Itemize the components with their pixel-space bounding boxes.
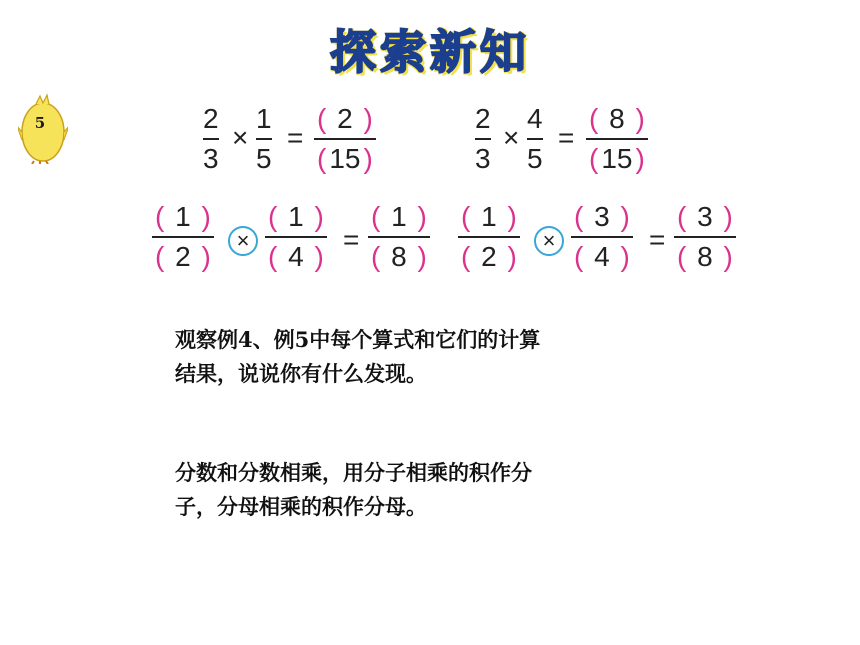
equals-sign: = — [558, 122, 575, 153]
fraction-bar — [368, 236, 430, 238]
multiply-circle-icon: × — [228, 226, 258, 256]
conclusion-line-2: 子，分母相乘的积作分母。 — [175, 494, 427, 519]
fraction-result — [314, 102, 376, 176]
numerator: 2 — [203, 103, 219, 134]
equals-sign: = — [287, 122, 304, 153]
fraction-bar — [314, 138, 376, 140]
equals-sign: = — [649, 224, 666, 255]
fraction-bar — [265, 236, 327, 238]
denominator: ( 4 ) — [574, 241, 630, 272]
equals-sign: = — [343, 224, 360, 255]
denominator: 3 — [475, 143, 491, 174]
numerator: ( 3 ) — [677, 201, 733, 232]
fraction-b — [571, 200, 633, 274]
denominator: ( 2 ) — [461, 241, 517, 272]
denominator: ( 15 ) — [317, 143, 373, 174]
denominator: ( 8 ) — [371, 241, 427, 272]
fraction-a — [475, 102, 491, 176]
denominator: ( 4 ) — [268, 241, 324, 272]
multiply-circle-icon: × — [534, 226, 564, 256]
denominator: 3 — [203, 143, 219, 174]
fraction-bar — [586, 138, 648, 140]
fraction-bar — [674, 236, 736, 238]
page-title-text: 探索新知 — [330, 25, 530, 79]
fraction-bar — [458, 236, 520, 238]
numerator: 1 — [256, 103, 272, 134]
denominator: ( 2 ) — [155, 241, 211, 272]
question-line-2: 结果，说说你有什么发现。 — [175, 361, 427, 386]
fraction-b — [265, 200, 327, 274]
fraction-bar — [571, 236, 633, 238]
fraction-bar — [203, 138, 219, 140]
numerator: ( 1 ) — [268, 201, 324, 232]
fraction-bar — [475, 138, 491, 140]
page-title — [0, 16, 860, 82]
multiply-sign: × — [503, 122, 520, 153]
numerator: 2 — [475, 103, 491, 134]
fraction-a — [458, 200, 520, 274]
fraction-b — [256, 102, 272, 176]
conclusion-text — [175, 456, 675, 524]
fraction-result — [368, 200, 430, 274]
fraction-a — [203, 102, 219, 176]
question-line-1: 观察例4、例5中每个算式和它们的计算 — [175, 327, 541, 352]
numerator: ( 8 ) — [589, 103, 645, 134]
fraction-bar — [152, 236, 214, 238]
numerator: 4 — [527, 103, 543, 134]
numerator: ( 2 ) — [317, 103, 373, 134]
denominator: 5 — [527, 143, 543, 174]
question-text — [175, 323, 675, 391]
denominator: ( 15 ) — [589, 143, 645, 174]
denominator: ( 8 ) — [677, 241, 733, 272]
fraction-bar — [527, 138, 543, 140]
fraction-result — [586, 102, 648, 176]
numerator: ( 1 ) — [461, 201, 517, 232]
numerator: ( 1 ) — [155, 201, 211, 232]
numerator: ( 1 ) — [371, 201, 427, 232]
example-number: 5 — [34, 114, 46, 132]
numerator: ( 3 ) — [574, 201, 630, 232]
fraction-result — [674, 200, 736, 274]
conclusion-line-1: 分数和分数相乘，用分子相乘的积作分 — [175, 460, 532, 485]
denominator: 5 — [256, 143, 272, 174]
fraction-bar — [256, 138, 272, 140]
multiply-sign: × — [232, 122, 249, 153]
fraction-a — [152, 200, 214, 274]
fraction-b — [527, 102, 543, 176]
